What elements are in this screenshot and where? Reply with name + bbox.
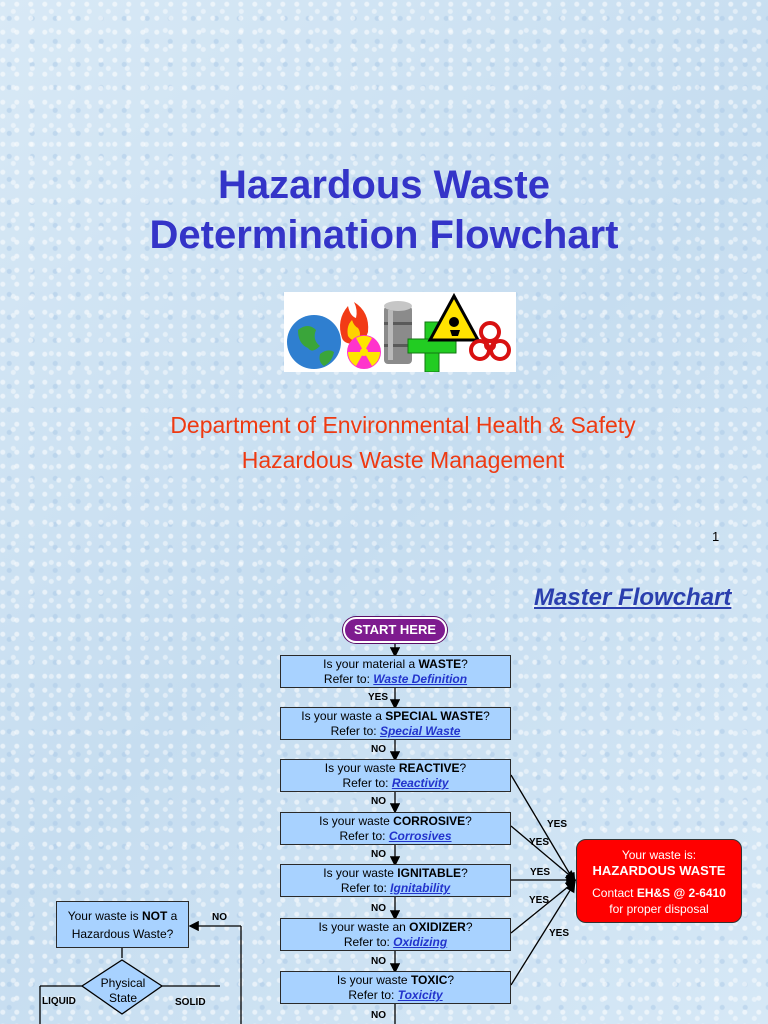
not-haz-text: Your waste is — [67, 909, 142, 923]
yes-label-oxidizer: YES — [529, 895, 550, 906]
link-reactivity[interactable]: Reactivity — [391, 776, 449, 790]
connector-label-no: NO — [371, 903, 386, 914]
refer-label: Refer to: — [342, 776, 392, 790]
q-key: CORROSIVE — [393, 814, 466, 828]
hazard-contact-number: EH&S @ 2-6410 — [636, 886, 726, 900]
solid-label: SOLID — [175, 997, 206, 1008]
question-waste — [280, 655, 511, 688]
q-key: TOXIC — [410, 973, 448, 987]
q-post: ? — [461, 866, 468, 880]
no-label-loop: NO — [212, 912, 227, 923]
yes-label-toxic: YES — [549, 928, 570, 939]
hazardous-waste-result — [576, 839, 742, 923]
q-key: REACTIVE — [398, 761, 460, 775]
start-here-node: START HERE — [343, 617, 447, 643]
q-text: Is your waste — [323, 866, 398, 880]
q-post: ? — [483, 709, 490, 723]
hazard-line-1: Your waste is: — [621, 848, 697, 862]
q-text: Is your material a — [323, 657, 419, 671]
page-number: 1 — [712, 529, 720, 544]
page-title — [0, 160, 768, 260]
connector-label-no: NO — [371, 956, 386, 967]
link-oxidizing[interactable]: Oxidizing — [393, 935, 448, 949]
yes-label-corrosive: YES — [529, 837, 550, 848]
q-text: Is your waste an — [318, 920, 410, 934]
question-ignitable — [280, 864, 511, 897]
refer-label: Refer to: — [339, 829, 389, 843]
connector-label-yes: YES — [368, 692, 389, 703]
globe-icon — [287, 315, 341, 369]
refer-label: Refer to: — [343, 935, 394, 949]
hazard-contact-label: Contact — [592, 886, 637, 900]
link-ignitability[interactable]: Ignitability — [390, 881, 451, 895]
q-post: ? — [447, 973, 455, 987]
refer-label: Refer to: — [348, 988, 398, 1002]
q-text: Is your waste — [336, 973, 411, 987]
q-key: IGNITABLE — [397, 866, 462, 880]
warning-icon — [430, 296, 478, 340]
liquid-label: LIQUID — [42, 996, 76, 1007]
link-toxicity[interactable]: Toxicity — [397, 988, 443, 1002]
not-haz-key: NOT — [141, 909, 168, 923]
title-line-2: Determination Flowchart — [149, 213, 619, 257]
link-corrosives[interactable]: Corrosives — [388, 829, 452, 843]
connector-label-no: NO — [371, 849, 386, 860]
q-text: Is your waste — [319, 814, 394, 828]
q-text: Is your waste — [324, 761, 399, 775]
yes-label-ignitable: YES — [530, 867, 551, 878]
q-post: ? — [465, 920, 473, 934]
question-special-waste — [280, 707, 511, 740]
q-post: ? — [465, 814, 472, 828]
subtitle-line-2: Hazardous Waste Management — [241, 447, 565, 473]
barrel-icon — [384, 301, 412, 364]
question-oxidizer — [280, 918, 511, 951]
title-line-1: Hazardous Waste — [218, 163, 550, 207]
biohazard-icon — [471, 323, 509, 359]
hazard-line-2: HAZARDOUS WASTE — [592, 863, 726, 878]
refer-label: Refer to: — [330, 724, 380, 738]
connector-label-no: NO — [371, 796, 386, 807]
physical-state-line-1: Physical — [100, 976, 146, 990]
not-haz-post: a — [167, 909, 178, 923]
question-reactive — [280, 759, 511, 792]
refer-label: Refer to: — [340, 881, 391, 895]
connector-label-no: NO — [371, 744, 386, 755]
question-toxic — [280, 971, 511, 1004]
q-key: SPECIAL WASTE — [385, 709, 484, 723]
link-waste-definition[interactable]: Waste Definition — [373, 672, 468, 686]
not-hazardous-node — [56, 901, 189, 948]
physical-state-decision — [86, 976, 160, 1006]
master-flowchart-slide — [0, 560, 768, 1024]
subtitle — [0, 408, 768, 478]
question-corrosive — [280, 812, 511, 845]
subtitle-line-1: Department of Environmental Health & Safety — [170, 412, 636, 438]
q-key: OXIDIZER — [409, 920, 466, 934]
q-post: ? — [459, 761, 467, 775]
q-post: ? — [461, 657, 468, 671]
link-special-waste[interactable]: Special Waste — [379, 724, 461, 738]
connector-label-no: NO — [371, 1010, 386, 1021]
hazard-icons-banner — [284, 292, 516, 372]
q-key: WASTE — [418, 657, 462, 671]
radiation-icon — [347, 335, 381, 369]
master-flowchart-heading[interactable]: Master Flowchart — [534, 584, 732, 611]
not-haz-line-2: Hazardous Waste? — [71, 927, 174, 941]
refer-label: Refer to: — [323, 672, 374, 686]
q-text: Is your waste a — [301, 709, 386, 723]
physical-state-line-2: State — [108, 991, 138, 1005]
hazard-line-4: for proper disposal — [609, 902, 709, 916]
yes-label-reactive: YES — [547, 819, 568, 830]
